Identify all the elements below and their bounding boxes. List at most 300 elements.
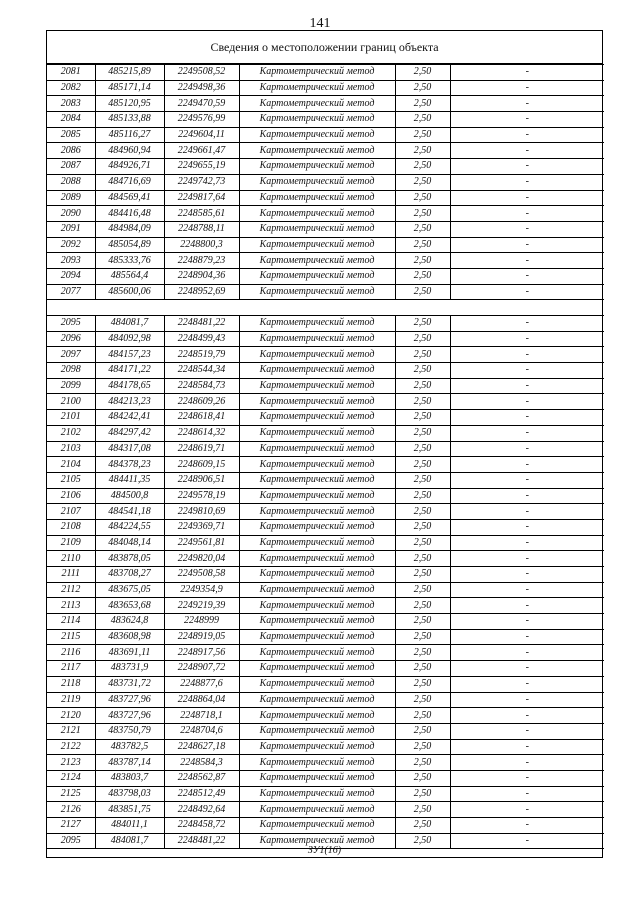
table-row xyxy=(47,818,604,834)
x-coordinate-cell: 484048,14 xyxy=(95,535,164,551)
table-row xyxy=(47,786,604,802)
x-coordinate-cell: 484213,23 xyxy=(95,394,164,410)
y-coordinate-cell: 2248619,71 xyxy=(164,441,239,457)
note-cell: - xyxy=(450,519,604,535)
x-coordinate-cell: 485116,27 xyxy=(95,127,164,143)
x-coordinate-cell: 483727,96 xyxy=(95,692,164,708)
point-number-cell: 2090 xyxy=(47,206,95,222)
method-cell: Картометрический метод xyxy=(239,190,395,206)
precision-cell: 2,50 xyxy=(395,143,450,159)
note-cell: - xyxy=(450,567,604,583)
y-coordinate-cell: 2248788,11 xyxy=(164,221,239,237)
precision-cell: 2,50 xyxy=(395,268,450,284)
method-cell: Картометрический метод xyxy=(239,567,395,583)
note-cell: - xyxy=(450,802,604,818)
method-cell: Картометрический метод xyxy=(239,347,395,363)
note-cell: - xyxy=(450,645,604,661)
y-coordinate-cell: 2248907,72 xyxy=(164,661,239,677)
point-number-cell: 2117 xyxy=(47,661,95,677)
note-cell: - xyxy=(450,818,604,834)
table-footer: ЗУ1(16) xyxy=(307,845,342,856)
x-coordinate-cell: 484984,09 xyxy=(95,221,164,237)
point-number-cell: 2123 xyxy=(47,755,95,771)
x-coordinate-cell: 484171,22 xyxy=(95,363,164,379)
method-cell: Картометрический метод xyxy=(239,127,395,143)
table-row xyxy=(47,441,604,457)
point-number-cell: 2108 xyxy=(47,519,95,535)
note-cell: - xyxy=(450,504,604,520)
method-cell: Картометрический метод xyxy=(239,551,395,567)
precision-cell: 2,50 xyxy=(395,331,450,347)
precision-cell: 2,50 xyxy=(395,96,450,112)
note-cell: - xyxy=(450,708,604,724)
table-row xyxy=(47,284,604,300)
y-coordinate-cell: 2248499,43 xyxy=(164,331,239,347)
table-row xyxy=(47,614,604,630)
y-coordinate-cell: 2249661,47 xyxy=(164,143,239,159)
x-coordinate-cell: 485171,14 xyxy=(95,80,164,96)
note-cell: - xyxy=(450,174,604,190)
method-cell: Картометрический метод xyxy=(239,316,395,332)
method-cell: Картометрический метод xyxy=(239,237,395,253)
note-cell: - xyxy=(450,833,604,849)
y-coordinate-cell: 2249820,04 xyxy=(164,551,239,567)
y-coordinate-cell: 2249578,19 xyxy=(164,488,239,504)
method-cell: Картометрический метод xyxy=(239,80,395,96)
note-cell: - xyxy=(450,582,604,598)
y-coordinate-cell: 2248952,69 xyxy=(164,284,239,300)
method-cell: Картометрический метод xyxy=(239,410,395,426)
separator-cell xyxy=(47,300,604,316)
table-row xyxy=(47,551,604,567)
precision-cell: 2,50 xyxy=(395,159,450,175)
x-coordinate-cell: 483787,14 xyxy=(95,755,164,771)
x-coordinate-cell: 483731,72 xyxy=(95,676,164,692)
note-cell: - xyxy=(450,394,604,410)
method-cell: Картометрический метод xyxy=(239,425,395,441)
x-coordinate-cell: 485600,06 xyxy=(95,284,164,300)
precision-cell: 2,50 xyxy=(395,598,450,614)
y-coordinate-cell: 2248618,41 xyxy=(164,410,239,426)
table-row xyxy=(47,457,604,473)
table-row xyxy=(47,159,604,175)
point-number-cell: 2086 xyxy=(47,143,95,159)
precision-cell: 2,50 xyxy=(395,786,450,802)
y-coordinate-cell: 2248800,3 xyxy=(164,237,239,253)
note-cell: - xyxy=(450,425,604,441)
point-number-cell: 2126 xyxy=(47,802,95,818)
x-coordinate-cell: 484157,23 xyxy=(95,347,164,363)
method-cell: Картометрический метод xyxy=(239,284,395,300)
method-cell: Картометрический метод xyxy=(239,378,395,394)
x-coordinate-cell: 484926,71 xyxy=(95,159,164,175)
note-cell: - xyxy=(450,206,604,222)
page-number: 141 xyxy=(309,16,331,31)
precision-cell: 2,50 xyxy=(395,221,450,237)
x-coordinate-cell: 484081,7 xyxy=(95,833,164,849)
table-row xyxy=(47,488,604,504)
method-cell: Картометрический метод xyxy=(239,598,395,614)
point-number-cell: 2091 xyxy=(47,221,95,237)
y-coordinate-cell: 2248519,79 xyxy=(164,347,239,363)
y-coordinate-cell: 2248609,15 xyxy=(164,457,239,473)
method-cell: Картометрический метод xyxy=(239,802,395,818)
method-cell: Картометрический метод xyxy=(239,645,395,661)
table-row xyxy=(47,535,604,551)
note-cell: - xyxy=(450,237,604,253)
precision-cell: 2,50 xyxy=(395,80,450,96)
y-coordinate-cell: 2248512,49 xyxy=(164,786,239,802)
point-number-cell: 2119 xyxy=(47,692,95,708)
method-cell: Картометрический метод xyxy=(239,786,395,802)
x-coordinate-cell: 483691,11 xyxy=(95,645,164,661)
table-row xyxy=(47,80,604,96)
method-cell: Картометрический метод xyxy=(239,457,395,473)
x-coordinate-cell: 484011,1 xyxy=(95,818,164,834)
point-number-cell: 2099 xyxy=(47,378,95,394)
table-row xyxy=(47,237,604,253)
method-cell: Картометрический метод xyxy=(239,488,395,504)
point-number-cell: 2114 xyxy=(47,614,95,630)
table-row xyxy=(47,316,604,332)
table-row xyxy=(47,394,604,410)
note-cell: - xyxy=(450,457,604,473)
point-number-cell: 2106 xyxy=(47,488,95,504)
x-coordinate-cell: 484716,69 xyxy=(95,174,164,190)
precision-cell: 2,50 xyxy=(395,363,450,379)
table-row xyxy=(47,96,604,112)
precision-cell: 2,50 xyxy=(395,755,450,771)
table-row xyxy=(47,755,604,771)
y-coordinate-cell: 2248718,1 xyxy=(164,708,239,724)
x-coordinate-cell: 483608,98 xyxy=(95,629,164,645)
note-cell: - xyxy=(450,65,604,81)
x-coordinate-cell: 484317,08 xyxy=(95,441,164,457)
point-number-cell: 2077 xyxy=(47,284,95,300)
precision-cell: 2,50 xyxy=(395,347,450,363)
precision-cell: 2,50 xyxy=(395,378,450,394)
point-number-cell: 2121 xyxy=(47,723,95,739)
table-row xyxy=(47,723,604,739)
precision-cell: 2,50 xyxy=(395,629,450,645)
x-coordinate-cell: 484092,98 xyxy=(95,331,164,347)
method-cell: Картометрический метод xyxy=(239,692,395,708)
table-row xyxy=(47,708,604,724)
point-number-cell: 2093 xyxy=(47,253,95,269)
x-coordinate-cell: 484297,42 xyxy=(95,425,164,441)
method-cell: Картометрический метод xyxy=(239,363,395,379)
point-number-cell: 2107 xyxy=(47,504,95,520)
method-cell: Картометрический метод xyxy=(239,96,395,112)
precision-cell: 2,50 xyxy=(395,127,450,143)
method-cell: Картометрический метод xyxy=(239,472,395,488)
precision-cell: 2,50 xyxy=(395,770,450,786)
x-coordinate-cell: 483653,68 xyxy=(95,598,164,614)
precision-cell: 2,50 xyxy=(395,504,450,520)
y-coordinate-cell: 2249810,69 xyxy=(164,504,239,520)
x-coordinate-cell: 484416,48 xyxy=(95,206,164,222)
point-number-cell: 2088 xyxy=(47,174,95,190)
y-coordinate-cell: 2248904,36 xyxy=(164,268,239,284)
note-cell: - xyxy=(450,629,604,645)
point-number-cell: 2118 xyxy=(47,676,95,692)
y-coordinate-cell: 2248492,64 xyxy=(164,802,239,818)
precision-cell: 2,50 xyxy=(395,833,450,849)
precision-cell: 2,50 xyxy=(395,535,450,551)
note-cell: - xyxy=(450,347,604,363)
note-cell: - xyxy=(450,535,604,551)
x-coordinate-cell: 484378,23 xyxy=(95,457,164,473)
note-cell: - xyxy=(450,770,604,786)
x-coordinate-cell: 483624,8 xyxy=(95,614,164,630)
note-cell: - xyxy=(450,598,604,614)
y-coordinate-cell: 2248627,18 xyxy=(164,739,239,755)
y-coordinate-cell: 2248585,61 xyxy=(164,206,239,222)
note-cell: - xyxy=(450,268,604,284)
table-row xyxy=(47,268,604,284)
note-cell: - xyxy=(450,661,604,677)
method-cell: Картометрический метод xyxy=(239,65,395,81)
method-cell: Картометрический метод xyxy=(239,676,395,692)
precision-cell: 2,50 xyxy=(395,410,450,426)
precision-cell: 2,50 xyxy=(395,692,450,708)
note-cell: - xyxy=(450,96,604,112)
point-number-cell: 2125 xyxy=(47,786,95,802)
x-coordinate-cell: 484242,41 xyxy=(95,410,164,426)
note-cell: - xyxy=(450,472,604,488)
note-cell: - xyxy=(450,221,604,237)
method-cell: Картометрический метод xyxy=(239,708,395,724)
x-coordinate-cell: 484224,55 xyxy=(95,519,164,535)
x-coordinate-cell: 483750,79 xyxy=(95,723,164,739)
x-coordinate-cell: 483782,5 xyxy=(95,739,164,755)
precision-cell: 2,50 xyxy=(395,567,450,583)
precision-cell: 2,50 xyxy=(395,802,450,818)
y-coordinate-cell: 2249742,73 xyxy=(164,174,239,190)
precision-cell: 2,50 xyxy=(395,206,450,222)
method-cell: Картометрический метод xyxy=(239,253,395,269)
table-row xyxy=(47,519,604,535)
note-cell: - xyxy=(450,441,604,457)
point-number-cell: 2083 xyxy=(47,96,95,112)
precision-cell: 2,50 xyxy=(395,253,450,269)
point-number-cell: 2112 xyxy=(47,582,95,598)
table-row xyxy=(47,378,604,394)
point-number-cell: 2103 xyxy=(47,441,95,457)
point-number-cell: 2116 xyxy=(47,645,95,661)
x-coordinate-cell: 484081,7 xyxy=(95,316,164,332)
table-row xyxy=(47,190,604,206)
x-coordinate-cell: 483851,75 xyxy=(95,802,164,818)
method-cell: Картометрический метод xyxy=(239,661,395,677)
y-coordinate-cell: 2249817,64 xyxy=(164,190,239,206)
x-coordinate-cell: 485133,88 xyxy=(95,112,164,128)
note-cell: - xyxy=(450,488,604,504)
precision-cell: 2,50 xyxy=(395,425,450,441)
table-row xyxy=(47,410,604,426)
table-row xyxy=(47,425,604,441)
point-number-cell: 2124 xyxy=(47,770,95,786)
y-coordinate-cell: 2249604,11 xyxy=(164,127,239,143)
point-number-cell: 2097 xyxy=(47,347,95,363)
note-cell: - xyxy=(450,739,604,755)
point-number-cell: 2095 xyxy=(47,316,95,332)
separator-row xyxy=(47,300,604,316)
x-coordinate-cell: 484541,18 xyxy=(95,504,164,520)
y-coordinate-cell: 2248584,73 xyxy=(164,378,239,394)
table-row xyxy=(47,363,604,379)
precision-cell: 2,50 xyxy=(395,582,450,598)
precision-cell: 2,50 xyxy=(395,645,450,661)
note-cell: - xyxy=(450,755,604,771)
y-coordinate-cell: 2248481,22 xyxy=(164,833,239,849)
precision-cell: 2,50 xyxy=(395,190,450,206)
table-row xyxy=(47,504,604,520)
table-row xyxy=(47,692,604,708)
note-cell: - xyxy=(450,143,604,159)
y-coordinate-cell: 2248584,3 xyxy=(164,755,239,771)
table-row xyxy=(47,582,604,598)
method-cell: Картометрический метод xyxy=(239,723,395,739)
precision-cell: 2,50 xyxy=(395,237,450,253)
table-row xyxy=(47,112,604,128)
method-cell: Картометрический метод xyxy=(239,818,395,834)
method-cell: Картометрический метод xyxy=(239,833,395,849)
x-coordinate-cell: 483878,05 xyxy=(95,551,164,567)
note-cell: - xyxy=(450,551,604,567)
y-coordinate-cell: 2248458,72 xyxy=(164,818,239,834)
precision-cell: 2,50 xyxy=(395,488,450,504)
x-coordinate-cell: 485564,4 xyxy=(95,268,164,284)
method-cell: Картометрический метод xyxy=(239,112,395,128)
note-cell: - xyxy=(450,692,604,708)
method-cell: Картометрический метод xyxy=(239,614,395,630)
note-cell: - xyxy=(450,723,604,739)
point-number-cell: 2081 xyxy=(47,65,95,81)
precision-cell: 2,50 xyxy=(395,472,450,488)
table-row xyxy=(47,661,604,677)
precision-cell: 2,50 xyxy=(395,65,450,81)
note-cell: - xyxy=(450,80,604,96)
x-coordinate-cell: 483727,96 xyxy=(95,708,164,724)
note-cell: - xyxy=(450,614,604,630)
note-cell: - xyxy=(450,786,604,802)
x-coordinate-cell: 484178,65 xyxy=(95,378,164,394)
precision-cell: 2,50 xyxy=(395,739,450,755)
precision-cell: 2,50 xyxy=(395,457,450,473)
x-coordinate-cell: 485215,89 xyxy=(95,65,164,81)
method-cell: Картометрический метод xyxy=(239,755,395,771)
precision-cell: 2,50 xyxy=(395,676,450,692)
y-coordinate-cell: 2248879,23 xyxy=(164,253,239,269)
point-number-cell: 2092 xyxy=(47,237,95,253)
y-coordinate-cell: 2248614,32 xyxy=(164,425,239,441)
precision-cell: 2,50 xyxy=(395,316,450,332)
method-cell: Картометрический метод xyxy=(239,143,395,159)
y-coordinate-cell: 2249369,71 xyxy=(164,519,239,535)
method-cell: Картометрический метод xyxy=(239,221,395,237)
point-number-cell: 2100 xyxy=(47,394,95,410)
table-row xyxy=(47,629,604,645)
precision-cell: 2,50 xyxy=(395,551,450,567)
table-row xyxy=(47,206,604,222)
x-coordinate-cell: 484960,94 xyxy=(95,143,164,159)
method-cell: Картометрический метод xyxy=(239,174,395,190)
precision-cell: 2,50 xyxy=(395,519,450,535)
table-row xyxy=(47,802,604,818)
table-row xyxy=(47,770,604,786)
coordinates-table-frame xyxy=(46,30,603,858)
precision-cell: 2,50 xyxy=(395,614,450,630)
method-cell: Картометрический метод xyxy=(239,394,395,410)
y-coordinate-cell: 2248919,05 xyxy=(164,629,239,645)
note-cell: - xyxy=(450,159,604,175)
note-cell: - xyxy=(450,127,604,143)
x-coordinate-cell: 485054,89 xyxy=(95,237,164,253)
x-coordinate-cell: 484500,8 xyxy=(95,488,164,504)
y-coordinate-cell: 2248999 xyxy=(164,614,239,630)
method-cell: Картометрический метод xyxy=(239,770,395,786)
x-coordinate-cell: 484411,35 xyxy=(95,472,164,488)
table-row xyxy=(47,174,604,190)
table-title: Сведения о местоположении границ объекта xyxy=(47,31,602,64)
x-coordinate-cell: 485120,95 xyxy=(95,96,164,112)
precision-cell: 2,50 xyxy=(395,723,450,739)
note-cell: - xyxy=(450,284,604,300)
point-number-cell: 2089 xyxy=(47,190,95,206)
table-row xyxy=(47,739,604,755)
point-number-cell: 2094 xyxy=(47,268,95,284)
method-cell: Картометрический метод xyxy=(239,519,395,535)
note-cell: - xyxy=(450,676,604,692)
precision-cell: 2,50 xyxy=(395,112,450,128)
y-coordinate-cell: 2249470,59 xyxy=(164,96,239,112)
y-coordinate-cell: 2248917,56 xyxy=(164,645,239,661)
point-number-cell: 2085 xyxy=(47,127,95,143)
point-number-cell: 2111 xyxy=(47,567,95,583)
table-row xyxy=(47,143,604,159)
point-number-cell: 2096 xyxy=(47,331,95,347)
point-number-cell: 2084 xyxy=(47,112,95,128)
note-cell: - xyxy=(450,112,604,128)
note-cell: - xyxy=(450,316,604,332)
table-row xyxy=(47,347,604,363)
y-coordinate-cell: 2248609,26 xyxy=(164,394,239,410)
point-number-cell: 2109 xyxy=(47,535,95,551)
point-number-cell: 2104 xyxy=(47,457,95,473)
coordinates-table xyxy=(47,64,604,849)
table-row xyxy=(47,676,604,692)
method-cell: Картометрический метод xyxy=(239,739,395,755)
y-coordinate-cell: 2248544,34 xyxy=(164,363,239,379)
y-coordinate-cell: 2248864,04 xyxy=(164,692,239,708)
note-cell: - xyxy=(450,410,604,426)
y-coordinate-cell: 2249219,39 xyxy=(164,598,239,614)
precision-cell: 2,50 xyxy=(395,394,450,410)
method-cell: Картометрический метод xyxy=(239,441,395,457)
method-cell: Картометрический метод xyxy=(239,504,395,520)
x-coordinate-cell: 483803,7 xyxy=(95,770,164,786)
y-coordinate-cell: 2248481,22 xyxy=(164,316,239,332)
point-number-cell: 2113 xyxy=(47,598,95,614)
y-coordinate-cell: 2249354,9 xyxy=(164,582,239,598)
y-coordinate-cell: 2249576,99 xyxy=(164,112,239,128)
point-number-cell: 2101 xyxy=(47,410,95,426)
precision-cell: 2,50 xyxy=(395,661,450,677)
y-coordinate-cell: 2248562,87 xyxy=(164,770,239,786)
x-coordinate-cell: 483731,9 xyxy=(95,661,164,677)
method-cell: Картометрический метод xyxy=(239,582,395,598)
